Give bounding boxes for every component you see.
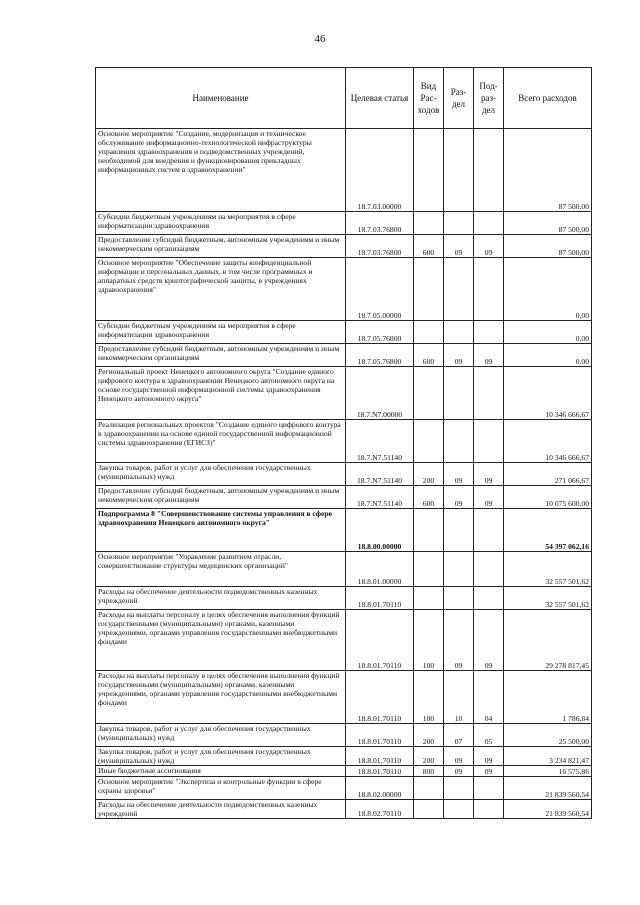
row-section	[444, 800, 474, 819]
row-section: 09	[444, 235, 474, 258]
row-subsection	[474, 258, 504, 321]
row-name: Основное мероприятие "Обеспечение защиты конфиденциальной информации и персональных данных, в том числе программных и аппаратных средств криптографической защиты, в учреждениях здравоохранения"	[96, 258, 346, 321]
row-subsection: 04	[474, 671, 504, 724]
row-total: 10 346 666,67	[504, 367, 592, 420]
row-expense-type	[414, 777, 444, 800]
row-section: 09	[444, 766, 474, 777]
table-header-row	[96, 68, 592, 129]
row-target-article: 18.7.N7.51140	[346, 486, 414, 509]
row-subsection: 09	[474, 235, 504, 258]
row-name: Предоставление субсидий бюджетным, автономным учреждениям и иным некоммерческим организациям	[96, 235, 346, 258]
row-name: Расходы на обеспечение деятельности подведомственных казенных учреждений	[96, 587, 346, 610]
row-total: 10 346 666,67	[504, 420, 592, 463]
row-subsection	[474, 212, 504, 235]
row-section	[444, 321, 474, 344]
row-target-article: 18.7.N7.51140	[346, 463, 414, 486]
row-expense-type	[414, 321, 444, 344]
row-expense-type	[414, 367, 444, 420]
row-subsection	[474, 777, 504, 800]
row-subsection	[474, 420, 504, 463]
row-section: 09	[444, 610, 474, 671]
row-subsection	[474, 509, 504, 552]
row-expense-type	[414, 420, 444, 463]
row-section	[444, 258, 474, 321]
table-row	[96, 747, 592, 766]
row-name: Подпрограмма 8 "Совершенствование системы управления в сфере здравоохранения Ненецкого автономного округа"	[96, 509, 346, 552]
row-expense-type: 600	[414, 344, 444, 367]
row-section: 09	[444, 486, 474, 509]
row-subsection	[474, 367, 504, 420]
row-target-article: 18.7.03.76800	[346, 212, 414, 235]
page-number: 46	[314, 33, 326, 45]
row-subsection	[474, 587, 504, 610]
table-body	[96, 129, 592, 819]
row-section: 10	[444, 671, 474, 724]
row-target-article: 18.8.01.00000	[346, 552, 414, 587]
row-expense-type	[414, 800, 444, 819]
table-row	[96, 552, 592, 587]
row-total: 21 839 560,54	[504, 800, 592, 819]
row-name: Закупка товаров, работ и услуг для обеспечения государственных (муниципальных) нужд	[96, 747, 346, 766]
table-row	[96, 129, 592, 212]
row-expense-type: 200	[414, 724, 444, 747]
row-total: 271 066,67	[504, 463, 592, 486]
row-expense-type: 200	[414, 747, 444, 766]
column-header-subsection: Под- раз- дел	[474, 68, 504, 129]
table-row	[96, 235, 592, 258]
row-name: Основное мероприятие "Управление развитием отрасли, совершенствование структуры медицинских организаций"	[96, 552, 346, 587]
row-expense-type	[414, 509, 444, 552]
row-target-article: 18.7.03.76800	[346, 235, 414, 258]
row-name: Основное мероприятие "Экспертиза и контрольные функции в сфере охраны здоровья"	[96, 777, 346, 800]
budget-table	[95, 67, 592, 819]
row-total: 32 557 501,62	[504, 587, 592, 610]
row-section: 09	[444, 463, 474, 486]
row-name: Закупка товаров, работ и услуг для обеспечения государственных (муниципальных) нужд	[96, 724, 346, 747]
row-name: Закупка товаров, работ и услуг для обеспечения государственных (муниципальных) нужд	[96, 463, 346, 486]
row-section	[444, 587, 474, 610]
row-subsection	[474, 552, 504, 587]
table-row	[96, 777, 592, 800]
table-row	[96, 800, 592, 819]
table-row	[96, 344, 592, 367]
column-header-name: Наименование	[96, 68, 346, 129]
row-target-article: 18.8.01.70110	[346, 766, 414, 777]
table-row	[96, 671, 592, 724]
row-expense-type: 100	[414, 671, 444, 724]
row-name: Расходы на выплаты персоналу в целях обеспечения выполнения функций государственными (муниципальными) органами, казенными учреждениями, органами управления государственными внебюджетными фондами	[96, 610, 346, 671]
row-total: 0,00	[504, 344, 592, 367]
row-section	[444, 367, 474, 420]
row-expense-type	[414, 587, 444, 610]
row-subsection: 09	[474, 344, 504, 367]
row-subsection: 05	[474, 724, 504, 747]
row-name: Региональный проект Ненецкого автономного округа "Создание единого цифрового контура в здравоохранении Ненецкого автономного округа на основе государственной информационной системы здравоохранения Ненецкого автономного округа"	[96, 367, 346, 420]
row-expense-type	[414, 552, 444, 587]
row-total: 0,00	[504, 321, 592, 344]
row-target-article: 18.8.01.70110	[346, 671, 414, 724]
row-section	[444, 509, 474, 552]
row-name: Предоставление субсидий бюджетным, автономным учреждениям и иным некоммерческим организациям	[96, 344, 346, 367]
table-row	[96, 258, 592, 321]
row-total: 16 575,86	[504, 766, 592, 777]
table-row	[96, 587, 592, 610]
row-name: Основное мероприятие "Создание, модернизация и техническое обслуживание информационно-технологической инфраструктуры управления здравоохранения и подведомственных учреждений, необходимой для внедрения и функционирования прикладных информационных систем в здравоохранении"	[96, 129, 346, 212]
row-total: 29 278 817,45	[504, 610, 592, 671]
row-target-article: 18.7.N7.00000	[346, 367, 414, 420]
row-subsection: 09	[474, 486, 504, 509]
row-target-article: 18.7.N7.51140	[346, 420, 414, 463]
row-total: 0,00	[504, 258, 592, 321]
row-target-article: 18.8.01.70110	[346, 747, 414, 766]
table-row	[96, 463, 592, 486]
row-target-article: 18.7.05.00000	[346, 258, 414, 321]
row-subsection	[474, 800, 504, 819]
row-target-article: 18.8.00.00000	[346, 509, 414, 552]
row-name: Иные бюджетные ассигнования	[96, 766, 346, 777]
row-target-article: 18.7.03.00000	[346, 129, 414, 212]
row-name: Расходы на обеспечение деятельности подведомственных казенных учреждений	[96, 800, 346, 819]
row-total: 25 500,00	[504, 724, 592, 747]
row-target-article: 18.8.02.00000	[346, 777, 414, 800]
row-target-article: 18.8.01.70110	[346, 724, 414, 747]
row-total: 3 234 821,47	[504, 747, 592, 766]
row-total: 32 557 501,62	[504, 552, 592, 587]
row-target-article: 18.7.05.76800	[346, 344, 414, 367]
row-subsection: 09	[474, 463, 504, 486]
table-row	[96, 212, 592, 235]
row-expense-type: 200	[414, 463, 444, 486]
row-expense-type: 600	[414, 486, 444, 509]
table-row	[96, 321, 592, 344]
row-name: Предоставление субсидий бюджетным, автономным учреждениям и иным некоммерческим организациям	[96, 486, 346, 509]
table-row	[96, 420, 592, 463]
row-total: 1 786,84	[504, 671, 592, 724]
table-row	[96, 724, 592, 747]
row-section: 09	[444, 344, 474, 367]
row-name: Субсидии бюджетным учреждениям на мероприятия в сфере информатизации здравоохранения	[96, 212, 346, 235]
row-total: 87 500,00	[504, 235, 592, 258]
row-subsection: 09	[474, 766, 504, 777]
table-row	[96, 509, 592, 552]
row-subsection: 09	[474, 610, 504, 671]
table-row	[96, 486, 592, 509]
row-name: Расходы на выплаты персоналу в целях обеспечения выполнения функций государственными (муниципальными) органами, казенными учреждениями, органами управления государственными внебюджетными фондами	[96, 671, 346, 724]
table-row	[96, 766, 592, 777]
row-section	[444, 420, 474, 463]
row-total: 54 397 062,16	[504, 509, 592, 552]
row-name: Реализация региональных проектов "Создание единого цифрового контура в здравоохранении на основе единой государственной информационной системы здравоохранения (ЕГИСЗ)"	[96, 420, 346, 463]
table-row	[96, 367, 592, 420]
row-name: Субсидии бюджетным учреждениям на мероприятия в сфере информатизации здравоохранения	[96, 321, 346, 344]
column-header-target-article: Целевая статья	[346, 68, 414, 129]
row-section	[444, 212, 474, 235]
row-section	[444, 129, 474, 212]
row-total: 10 075 600,00	[504, 486, 592, 509]
row-expense-type: 800	[414, 766, 444, 777]
row-target-article: 18.8.01.70110	[346, 610, 414, 671]
column-header-total-expenses: Всего расходов	[504, 68, 592, 129]
row-section: 09	[444, 747, 474, 766]
row-target-article: 18.8.02.70110	[346, 800, 414, 819]
row-section	[444, 777, 474, 800]
row-expense-type	[414, 129, 444, 212]
table-row	[96, 610, 592, 671]
row-expense-type	[414, 212, 444, 235]
row-target-article: 18.8.01.70110	[346, 587, 414, 610]
row-expense-type: 100	[414, 610, 444, 671]
row-target-article: 18.7.05.76800	[346, 321, 414, 344]
row-subsection: 09	[474, 747, 504, 766]
row-subsection	[474, 129, 504, 212]
row-section	[444, 552, 474, 587]
row-expense-type	[414, 258, 444, 321]
row-total: 87 500,00	[504, 212, 592, 235]
column-header-expense-type: Вид Рас- ходов	[414, 68, 444, 129]
row-subsection	[474, 321, 504, 344]
row-total: 21 839 560,54	[504, 777, 592, 800]
row-section: 07	[444, 724, 474, 747]
row-expense-type: 600	[414, 235, 444, 258]
column-header-section: Раз- дел	[444, 68, 474, 129]
row-total: 87 500,00	[504, 129, 592, 212]
